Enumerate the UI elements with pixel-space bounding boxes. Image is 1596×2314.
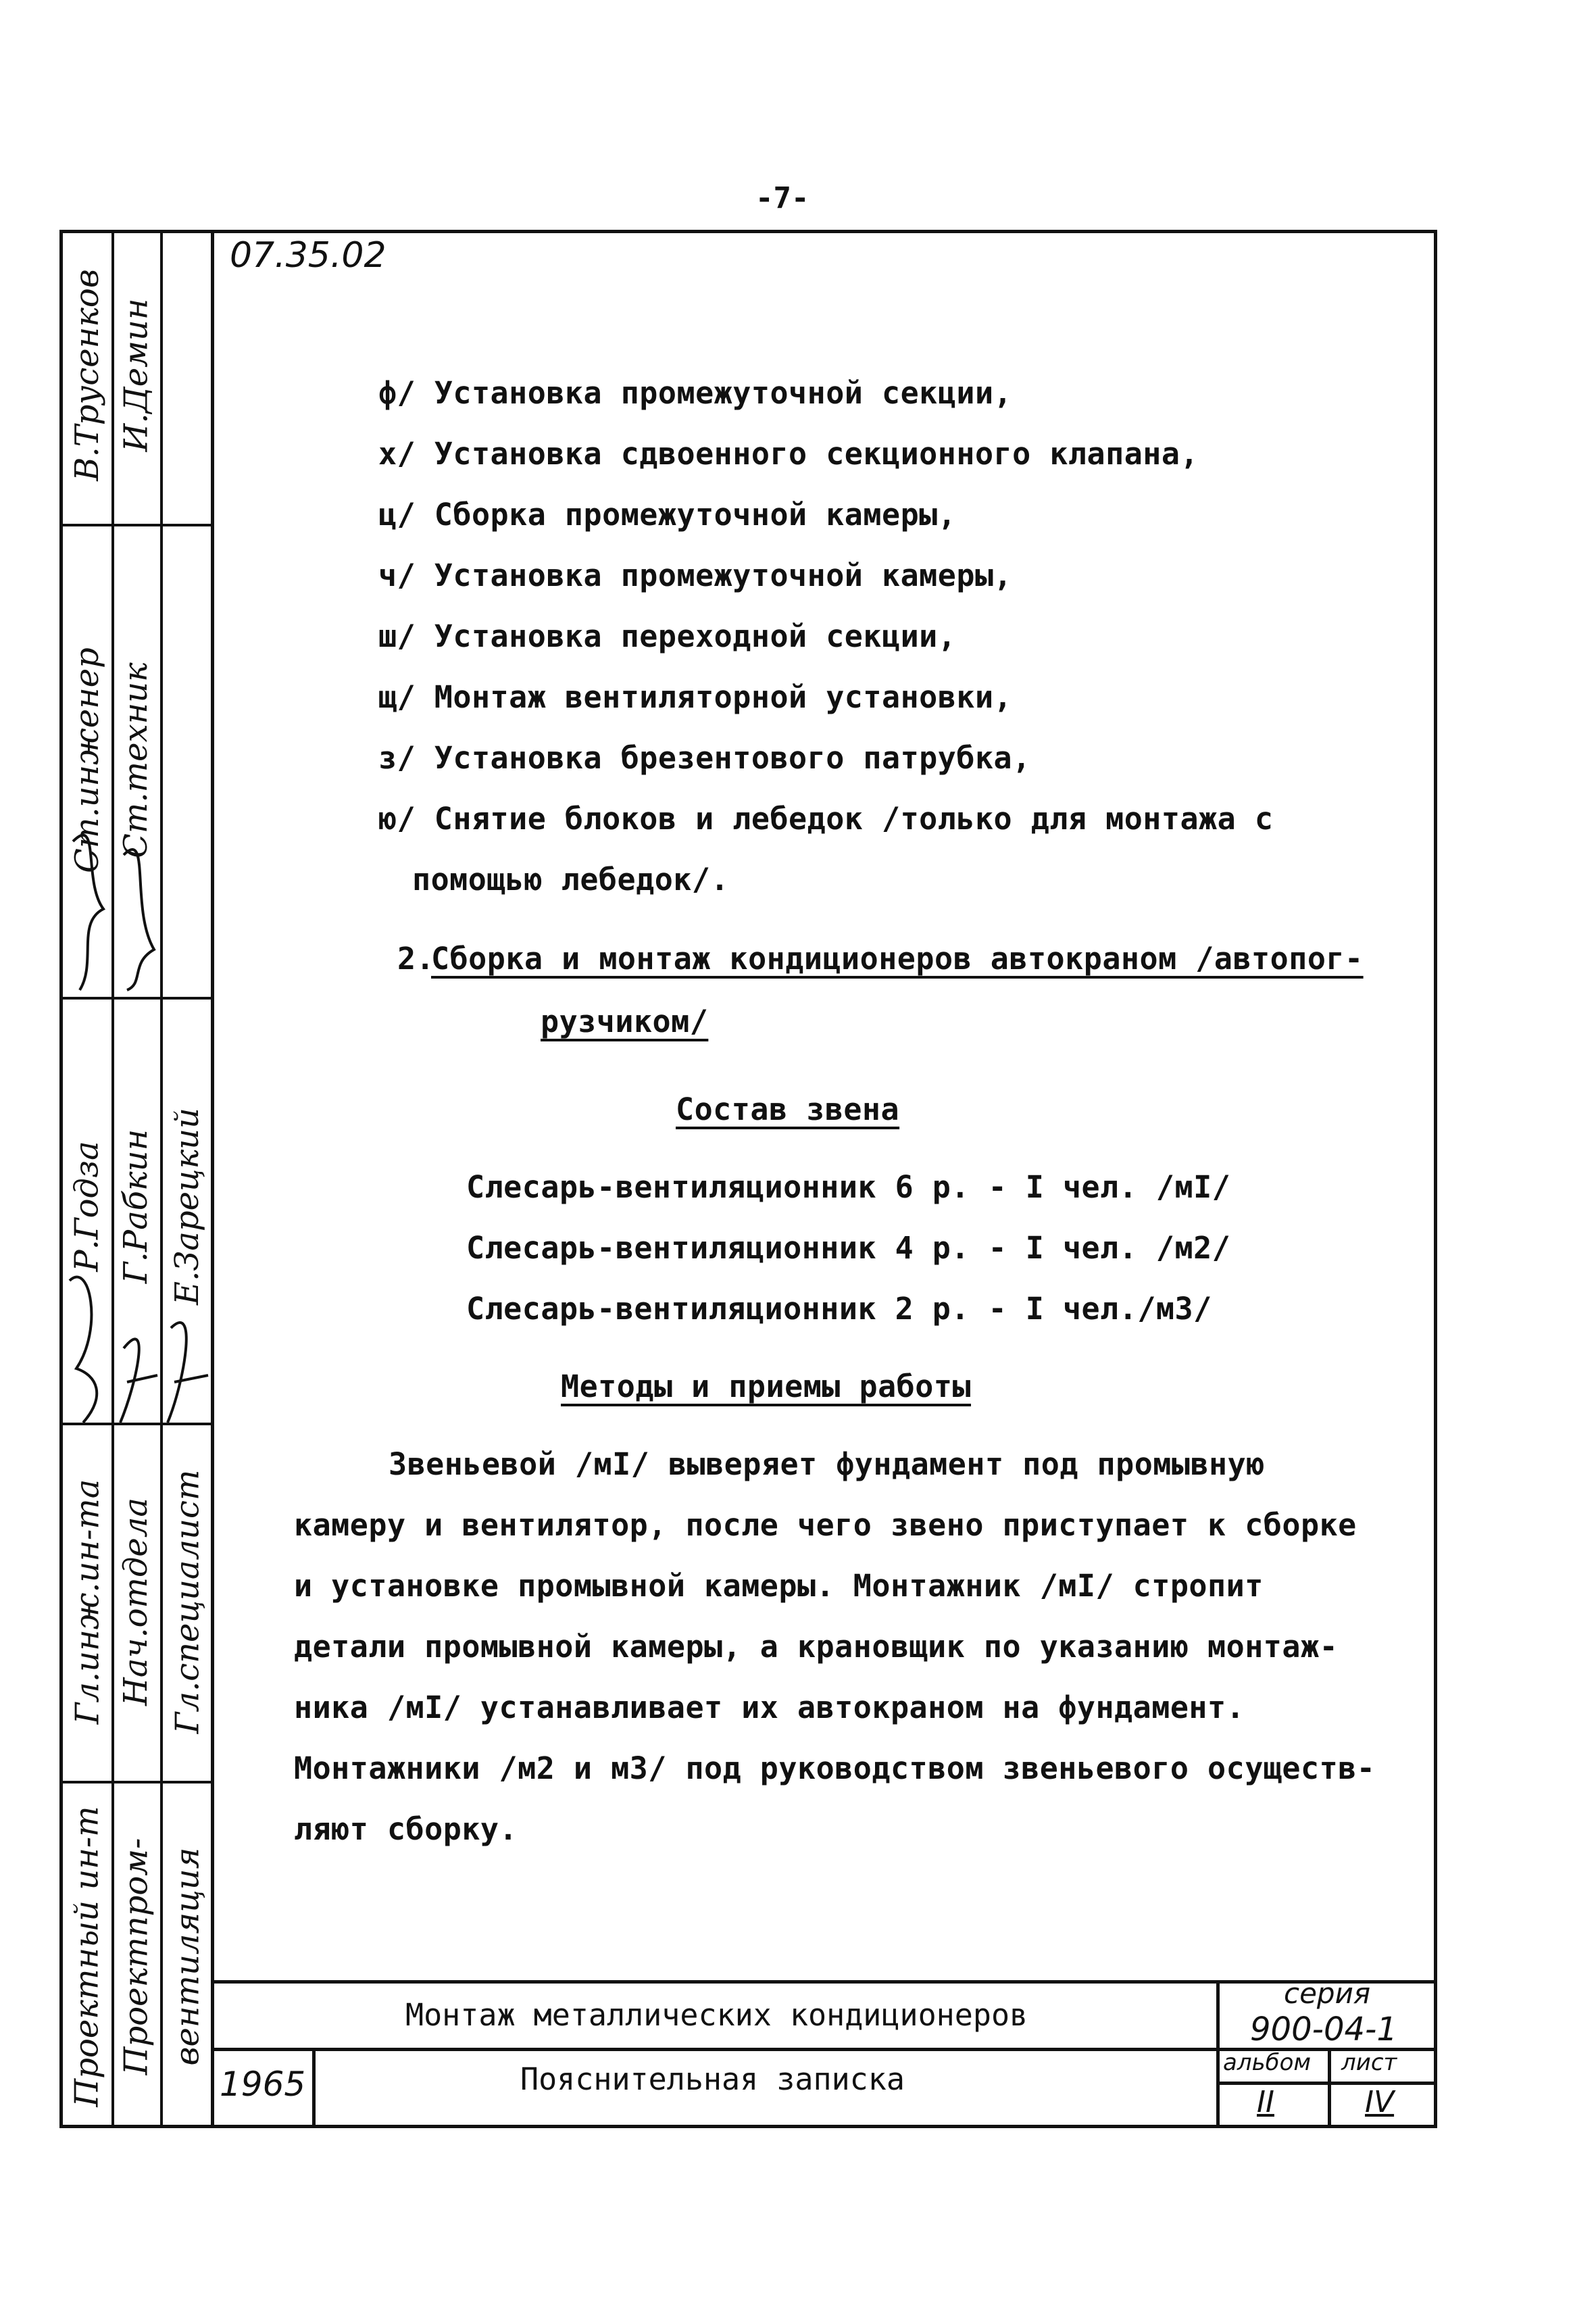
role-chief-specialist: Гл.специалист xyxy=(168,1469,207,1734)
methods-line: ника /мI/ устанавливает их автокраном на фундамент. xyxy=(294,1690,1245,1725)
list-item: ч/ Установка промежуточной камеры, xyxy=(378,558,1013,593)
methods-line: ляют сборку. xyxy=(294,1811,518,1847)
crew-member: Слесарь-вентиляционник 6 р. - I чел. /мI/ xyxy=(466,1169,1231,1205)
role-senior-technician: Ст.техник xyxy=(117,662,155,858)
role-senior-engineer: Ст.инженер xyxy=(68,647,106,873)
section-number: 2. xyxy=(397,941,435,977)
title-block-year: 1965 xyxy=(220,2065,306,2104)
series-value: 900-04-1 xyxy=(1250,2011,1397,2048)
signature-scribbles xyxy=(63,233,214,2132)
album-label: альбом xyxy=(1223,2049,1312,2076)
list-item: ш/ Установка переходной секции, xyxy=(378,618,957,654)
methods-heading: Методы и приемы работы xyxy=(561,1369,972,1404)
name-godza: Р.Годза xyxy=(68,1141,107,1272)
section-title: Сборка и монтаж кондиционеров автокраном /автопог- xyxy=(431,941,1364,977)
name-demin: И.Демин xyxy=(117,298,155,452)
methods-line: и установке промывной камеры. Монтажник /мI/ стропит xyxy=(294,1568,1264,1604)
title-block-divider xyxy=(1216,2082,1437,2085)
organization-label: Проектный ин-т xyxy=(68,1806,106,2107)
title-block-divider xyxy=(1216,1980,1220,2128)
crew-member: Слесарь-вентиляционник 4 р. - I чел. /м2/ xyxy=(466,1230,1231,1266)
document-code: 07.35.02 xyxy=(230,235,386,276)
list-item: ф/ Установка промежуточной секции, xyxy=(378,375,1013,411)
list-item: помощью лебедок/. xyxy=(412,862,730,897)
title-block-subtitle: Пояснительная записка xyxy=(520,2061,905,2097)
series-label: серия xyxy=(1284,1977,1371,2010)
signature-sidebar xyxy=(59,230,211,2128)
name-zaretsky: Е.Зарецкий xyxy=(168,1108,206,1305)
title-block-top-border xyxy=(211,1980,1437,1984)
crew-heading: Состав звена xyxy=(676,1091,900,1127)
section-title-cont: рузчиком/ xyxy=(541,1004,709,1039)
methods-line: детали промывной камеры, а крановщик по указанию монтаж- xyxy=(294,1629,1339,1665)
methods-line: Звеньевой /мI/ выверяет фундамент под промывную xyxy=(389,1446,1265,1482)
list-item: з/ Установка брезентового патрубка, xyxy=(378,740,1031,776)
list-item: щ/ Монтаж вентиляторной установки, xyxy=(378,679,1013,715)
crew-member: Слесарь-вентиляционник 2 р. - I чел./м3/ xyxy=(466,1291,1212,1327)
role-chief-engineer: Гл.инж.ин-та xyxy=(68,1479,106,1725)
organization-label-2: Проектпром- xyxy=(117,1838,155,2075)
role-head-department: Нач.отдела xyxy=(117,1497,155,1706)
sheet-label: лист xyxy=(1341,2049,1397,2076)
list-item: ц/ Сборка промежуточной камеры, xyxy=(378,497,957,533)
organization-label-3: вентиляция xyxy=(168,1847,207,2066)
sheet-value: IV xyxy=(1365,2085,1395,2119)
title-block-divider xyxy=(312,2048,316,2128)
name-rabkin: Г.Рабкин xyxy=(117,1129,155,1284)
album-value: II xyxy=(1257,2085,1274,2119)
list-item: х/ Установка сдвоенного секционного клапана, xyxy=(378,436,1199,472)
list-item: ю/ Снятие блоков и лебедок /только для монтажа с xyxy=(378,801,1274,837)
methods-line: камеру и вентилятор, после чего звено приступает к сборке xyxy=(294,1507,1357,1543)
name-trusenkov: В.Трусенков xyxy=(68,269,106,481)
methods-line: Монтажники /м2 и м3/ под руководством звеньевого осуществ- xyxy=(294,1750,1376,1786)
page-number: -7- xyxy=(755,181,809,216)
title-block-divider xyxy=(1328,2048,1331,2128)
title-block-title: Монтаж металлических кондиционеров xyxy=(405,1997,1028,2033)
